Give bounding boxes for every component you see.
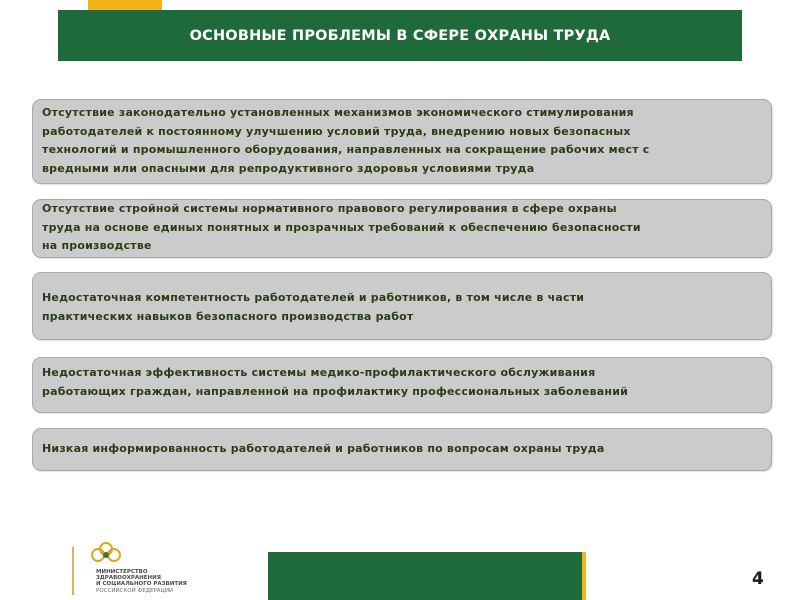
problem-panel-5 [32,428,772,471]
problem-text: Недостаточная компетентность работодателей и работников, в том числе в части практических навыков безопасного производства работ [42,291,585,323]
logo-divider [72,547,74,595]
problem-panel-3 [32,272,772,340]
ministry-logo-text [96,569,187,594]
logo-line-4: РОССИЙСКОЙ ФЕДЕРАЦИИ [96,587,174,594]
problem-panel-4 [32,357,772,413]
problem-text: Низкая информированность работодателей и работников по вопросам охраны труда [42,442,605,455]
logo-line-2: ЗДРАВООХРАНЕНИЯ [96,575,161,582]
footer-green-bar [268,552,582,600]
footer-gold-accent [582,552,586,600]
page-number: 4 [752,569,764,589]
problem-panel-2 [32,199,772,258]
problem-panel-1 [32,99,772,184]
problem-text: Отсутствие стройной системы нормативного правового регулирования в сфере охраны труда на основе единых понятных и прозрачных требований к обеспечению безопасности на производстве [42,202,641,252]
logo-line-3: И СОЦИАЛЬНОГО РАЗВИТИЯ [96,581,187,588]
title-banner [58,10,742,61]
page-title: ОСНОВНЫЕ ПРОБЛЕМЫ В СФЕРЕ ОХРАНЫ ТРУДА [189,27,611,44]
problem-text: Недостаточная эффективность системы медико-профилактического обслуживания работающих граждан, направленной на профилактику профессиональных заболеваний [42,366,629,398]
top-gold-accent [88,0,162,10]
logo-line-1: МИНИСТЕРСТВО [96,569,148,575]
problem-text: Отсутствие законодательно установленных механизмов экономического стимулирования работодателей к постоянному улучшению условий труда, внедрению новых безопасных технологий и промышленного оборудования, направленных на сокращение рабочих мест с вредными или опасными для репродуктивного здоровья условиями труда [42,106,650,175]
